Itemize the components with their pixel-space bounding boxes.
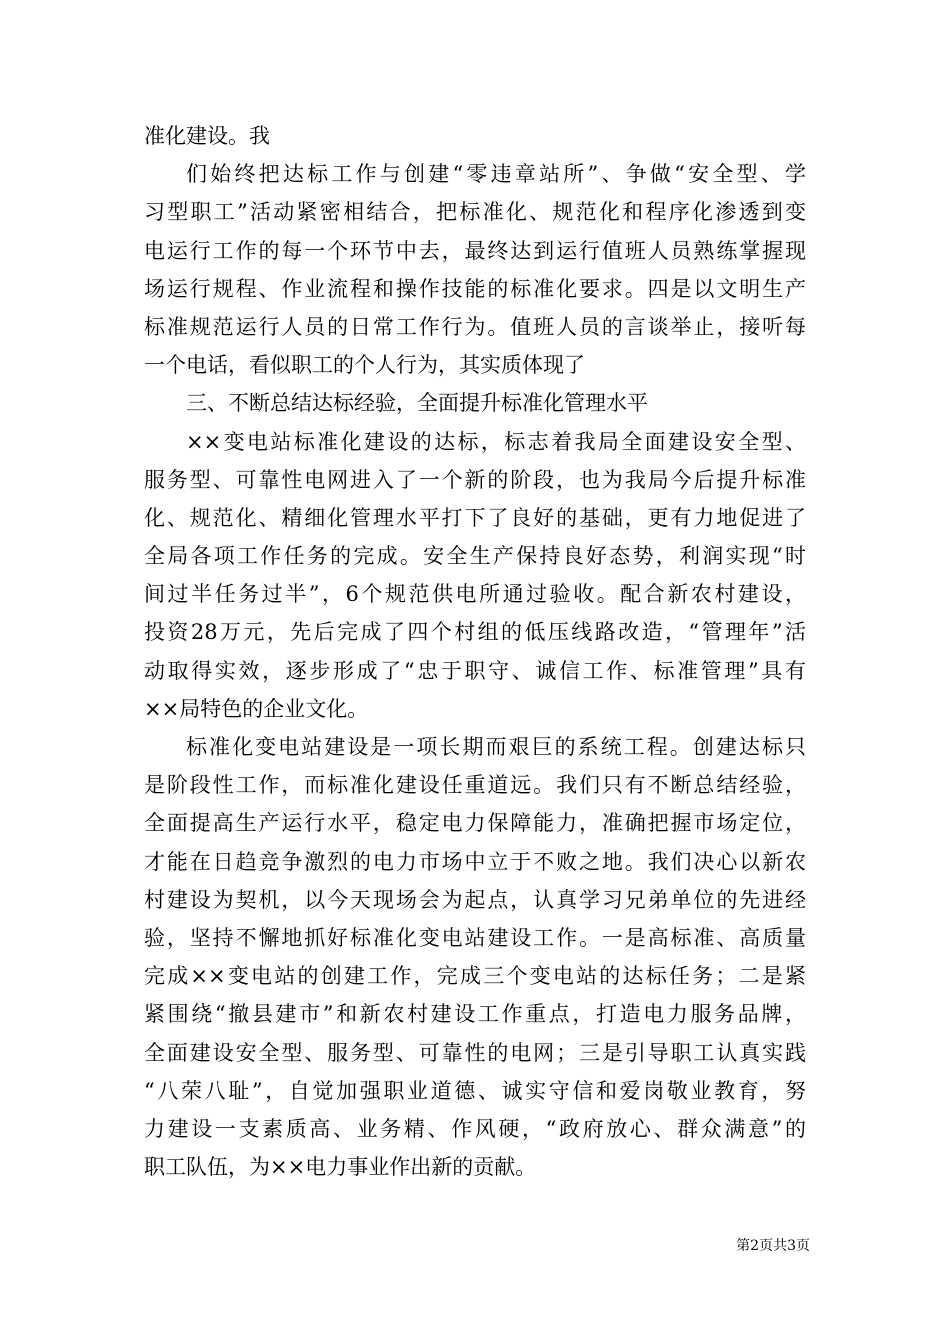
text-line: 全面提高生产运行水平，稳定电力保障能力，准确把握市场定位， <box>144 811 806 836</box>
text-line: 职工队伍，为××电力事业作出新的贡献。 <box>144 1155 537 1180</box>
text-line: ××变电站标准化建设的达标，标志着我局全面建设安全型、 <box>186 429 806 454</box>
text-line: 标准规范运行人员的日常工作行为。值班人员的言谈举止，接听每 <box>144 314 806 339</box>
text-line: 习型职工”活动紧密相结合，把标准化、规范化和程序化渗透到变 <box>144 200 806 225</box>
text-line: 是阶段性工作，而标准化建设任重道远。我们只有不断总结经验， <box>144 773 806 798</box>
text-line: 准化建设。我 <box>144 124 270 148</box>
text-line: 动取得实效，逐步形成了“忠于职守、诚信工作、标准管理”具有 <box>144 658 806 683</box>
text-line: 紧围绕“撤县建市”和新农村建设工作重点，打造电力服务品牌， <box>144 1002 806 1027</box>
text-line: 场运行规程、作业流程和操作技能的标准化要求。四是以文明生产 <box>144 276 806 301</box>
text-line: 标准化变电站建设是一项长期而艰巨的系统工程。创建达标只 <box>186 735 806 759</box>
text-line: ××局特色的企业文化。 <box>144 696 369 721</box>
text-line: 才能在日趋竞争激烈的电力市场中立于不败之地。我们决心以新农 <box>144 849 806 874</box>
text-line: 电运行工作的每一个环节中去，最终达到运行值班人员熟练掌握现 <box>144 238 806 263</box>
text-line: 村建设为契机，以今天现场会为起点，认真学习兄弟单位的先进经 <box>144 887 806 912</box>
text-line: 服务型、可靠性电网进入了一个新的阶段，也为我局今后提升标准 <box>144 467 806 492</box>
text-line: 力建设一支素质高、业务精、作风硬，“政府放心、群众满意”的 <box>144 1116 806 1141</box>
text-line: 间过半任务过半”，6个规范供电所通过验收。配合新农村建设， <box>144 582 806 607</box>
text-line: 一个电话，看似职工的个人行为，其实质体现了 <box>144 353 585 378</box>
text-line: 全面建设安全型、服务型、可靠性的电网；三是引导职工认真实践 <box>144 1040 806 1065</box>
text-line: 验，坚持不懈地抓好标准化变电站建设工作。一是高标准、高质量 <box>144 925 806 950</box>
body-text <box>144 117 806 1186</box>
text-line: 化、规范化、精细化管理水平打下了良好的基础，更有力地促进了 <box>144 505 806 530</box>
text-line: “八荣八耻”，自觉加强职业道德、诚实守信和爱岗敬业教育，努 <box>144 1078 806 1103</box>
text-line: 投资28万元，先后完成了四个村组的低压线路改造，“管理年”活 <box>144 620 806 645</box>
section-heading: 三、不断总结达标经验，全面提升标准化管理水平 <box>186 391 648 416</box>
text-line: 们始终把达标工作与创建“零违章站所”、争做“安全型、学 <box>186 162 806 187</box>
text-line: 全局各项工作任务的完成。安全生产保持良好态势，利润实现“时 <box>144 544 806 569</box>
page-number: 第2页共3页 <box>736 1238 810 1254</box>
text-line: 完成××变电站的创建工作，完成三个变电站的达标任务；二是紧 <box>144 964 806 989</box>
